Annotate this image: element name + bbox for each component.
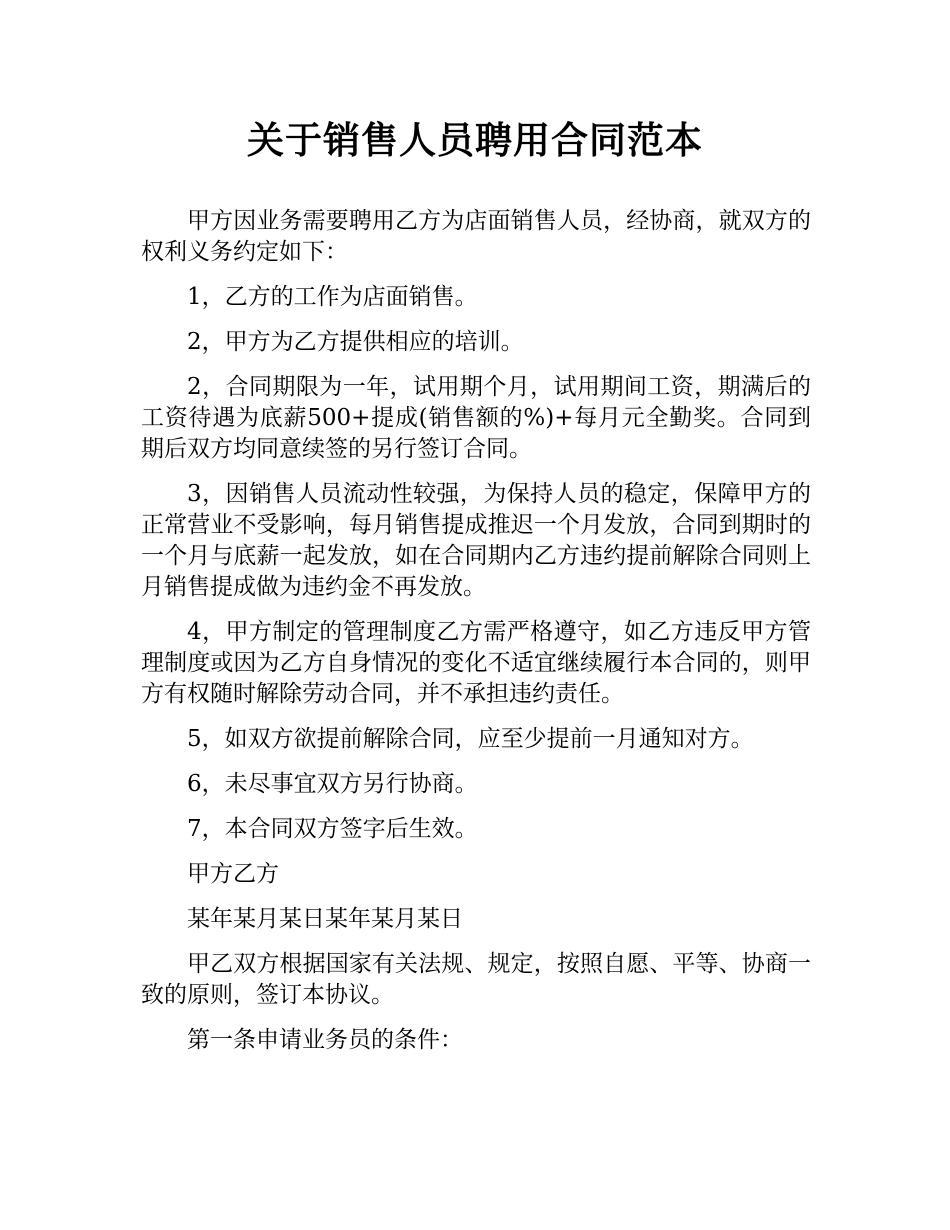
document-body bbox=[141, 206, 811, 1070]
paragraph-clause-3: 3，因销售人员流动性较强，为保持人员的稳定，保障甲方的正常营业不受影响，每月销售提成推迟一个月发放，合同到期时的一个月与底薪一起发放，如在合同期内乙方违约提前解除合同则上月销售提成做为违约金不再发放。 bbox=[141, 481, 811, 600]
paragraph-clause-7: 7，本合同双方签字后生效。 bbox=[187, 816, 478, 842]
paragraph-clause-6: 6，未尽事宜双方另行协商。 bbox=[187, 771, 478, 797]
paragraph-clause-5: 5，如双方欲提前解除合同，应至少提前一月通知对方。 bbox=[187, 726, 754, 752]
paragraph-clause-1: 1，乙方的工作为店面销售。 bbox=[187, 284, 478, 310]
document-title: 关于销售人员聘用合同范本 bbox=[247, 119, 703, 162]
paragraph-agreement-preamble: 甲乙双方根据国家有关法规、规定，按照自愿、平等、协商一致的原则，签订本协议。 bbox=[141, 951, 811, 1008]
signature-parties: 甲方乙方 bbox=[187, 861, 279, 887]
paragraph-intro: 甲方因业务需要聘用乙方为店面销售人员，经协商，就双方的权利义务约定如下： bbox=[141, 208, 811, 265]
paragraph-clause-2-term: 2，合同期限为一年，试用期个月，试用期间工资，期满后的工资待遇为底薪500+提成(销售额的%)+每月元全勤奖。合同到期后双方均同意续签的另行签订合同。 bbox=[141, 374, 811, 462]
signature-dates: 某年某月某日某年某月某日 bbox=[187, 906, 463, 932]
paragraph-clause-4: 4，甲方制定的管理制度乙方需严格遵守，如乙方违反甲方管理制度或因为乙方自身情况的变化不适宜继续履行本合同的，则甲方有权随时解除劳动合同，并不承担违约责任。 bbox=[141, 619, 811, 707]
paragraph-clause-2-training: 2，甲方为乙方提供相应的培训。 bbox=[187, 329, 524, 355]
paragraph-article-1-heading: 第一条申请业务员的条件： bbox=[187, 1027, 463, 1053]
